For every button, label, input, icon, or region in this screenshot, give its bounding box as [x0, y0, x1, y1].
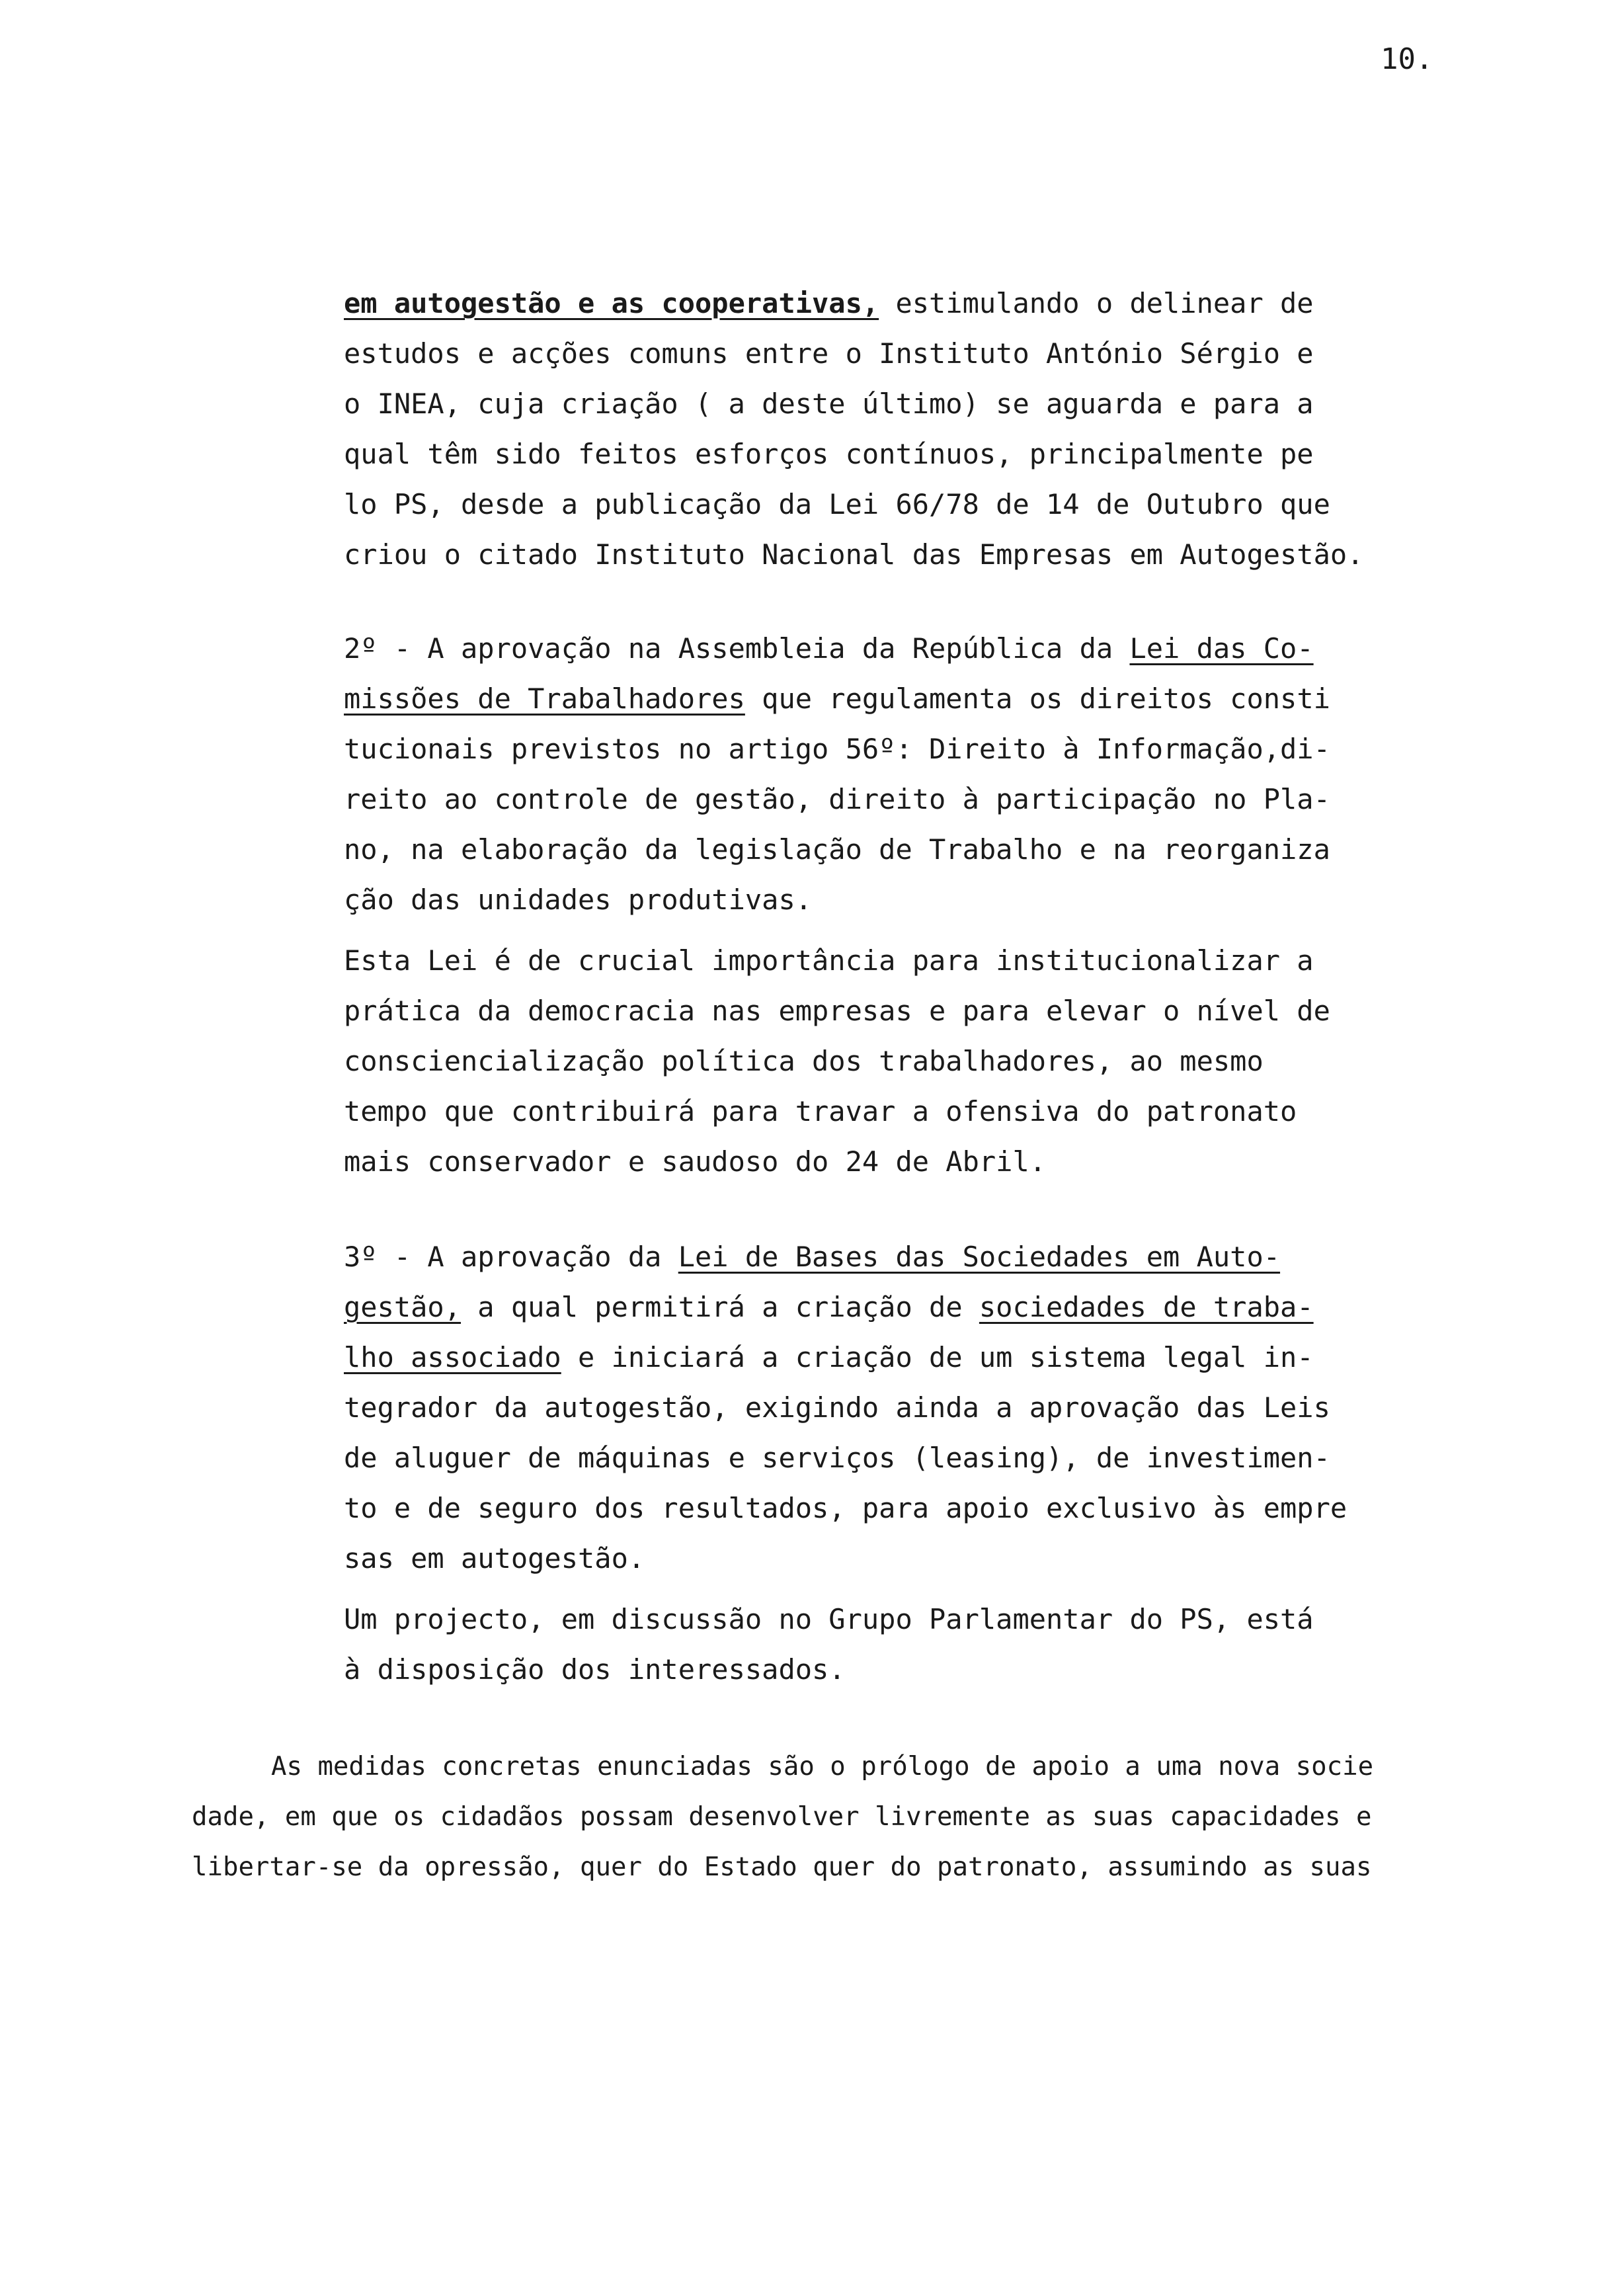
para2-line-2	[344, 682, 1330, 715]
para3-line-5: mais conservador e saudoso do 24 de Abril.	[344, 1145, 1047, 1178]
para1-line-3: o INEA, cuja criação ( a deste último) se aguarda e para a	[344, 388, 1314, 420]
para3-line-2: prática da democracia nas empresas e para elevar o nível de	[344, 995, 1330, 1027]
underlined-phrase: Lei das Co-	[1129, 632, 1314, 665]
underlined-phrase: lho associado	[344, 1341, 561, 1374]
text-span: 3º - A aprovação da	[344, 1241, 678, 1273]
para4-line-6: to e de seguro dos resultados, para apoio exclusivo às empre	[344, 1492, 1347, 1524]
para5-line-2: à disposição dos interessados.	[344, 1653, 846, 1686]
para6-line-3: libertar-se da opressão, quer do Estado quer do patronato, assumindo as suas	[192, 1852, 1372, 1882]
text-span: que regulamenta os direitos consti	[744, 682, 1330, 715]
para3-line-4: tempo que contribuirá para travar a ofensiva do patronato	[344, 1095, 1297, 1128]
para2-line-4: reito ao controle de gestão, direito à participação no Pla-	[344, 783, 1330, 815]
underlined-phrase: Lei de Bases das Sociedades em Auto-	[678, 1241, 1281, 1273]
para4-line-1	[344, 1243, 1280, 1271]
underlined-phrase: missões de Trabalhadores	[344, 682, 745, 715]
para3-line-3: consciencialização política dos trabalhadores, ao mesmo	[344, 1045, 1264, 1077]
para5-line-1: Um projecto, em discussão no Grupo Parlamentar do PS, está	[344, 1603, 1314, 1635]
para1-line-1	[344, 287, 1314, 319]
para2-line-3: tucionais previstos no artigo 56º: Direito à Informação,di-	[344, 733, 1330, 765]
para4-line-3	[344, 1341, 1314, 1374]
para1-line-4: qual têm sido feitos esforços contínuos, principalmente pe	[344, 438, 1314, 470]
para6-line-2: dade, em que os cidadãos possam desenvolver livremente as suas capacidades e	[192, 1802, 1372, 1832]
para4-line-4: tegrador da autogestão, exigindo ainda a aprovação das Leis	[344, 1391, 1330, 1424]
underlined-phrase: gestão,	[344, 1291, 462, 1323]
para1-line-2: estudos e acções comuns entre o Instituto António Sérgio e	[344, 337, 1314, 370]
page-number: 10.	[1381, 42, 1433, 76]
para2-line-5: no, na elaboração da legislação de Trabalho e na reorganiza	[344, 833, 1330, 866]
para1-line-6: criou o citado Instituto Nacional das Empresas em Autogestão.	[344, 538, 1364, 571]
para1-line-5: lo PS, desde a publicação da Lei 66/78 de 14 de Outubro que	[344, 488, 1330, 520]
text-span: e iniciará a criação de um sistema legal in-	[561, 1341, 1314, 1374]
para3-line-1: Esta Lei é de crucial importância para institucionalizar a	[344, 944, 1314, 977]
underlined-phrase: em autogestão e as cooperativas,	[344, 287, 879, 319]
para4-line-7: sas em autogestão.	[344, 1542, 645, 1575]
para4-line-5: de aluguer de máquinas e serviços (leasing), de investimen-	[344, 1442, 1330, 1474]
para2-line-1	[344, 632, 1314, 665]
underlined-phrase: sociedades de traba-	[979, 1291, 1314, 1323]
para4-line-2	[344, 1293, 1314, 1321]
text-span: 2º - A aprovação na Assembleia da República da	[344, 632, 1130, 665]
para6-line-1: As medidas concretas enunciadas são o prólogo de apoio a uma nova socie	[271, 1752, 1374, 1782]
text-span: a qual permitirá a criação de	[461, 1291, 979, 1323]
para2-line-6: ção das unidades produtivas.	[344, 883, 813, 916]
text-span: estimulando o delinear de	[879, 287, 1314, 319]
